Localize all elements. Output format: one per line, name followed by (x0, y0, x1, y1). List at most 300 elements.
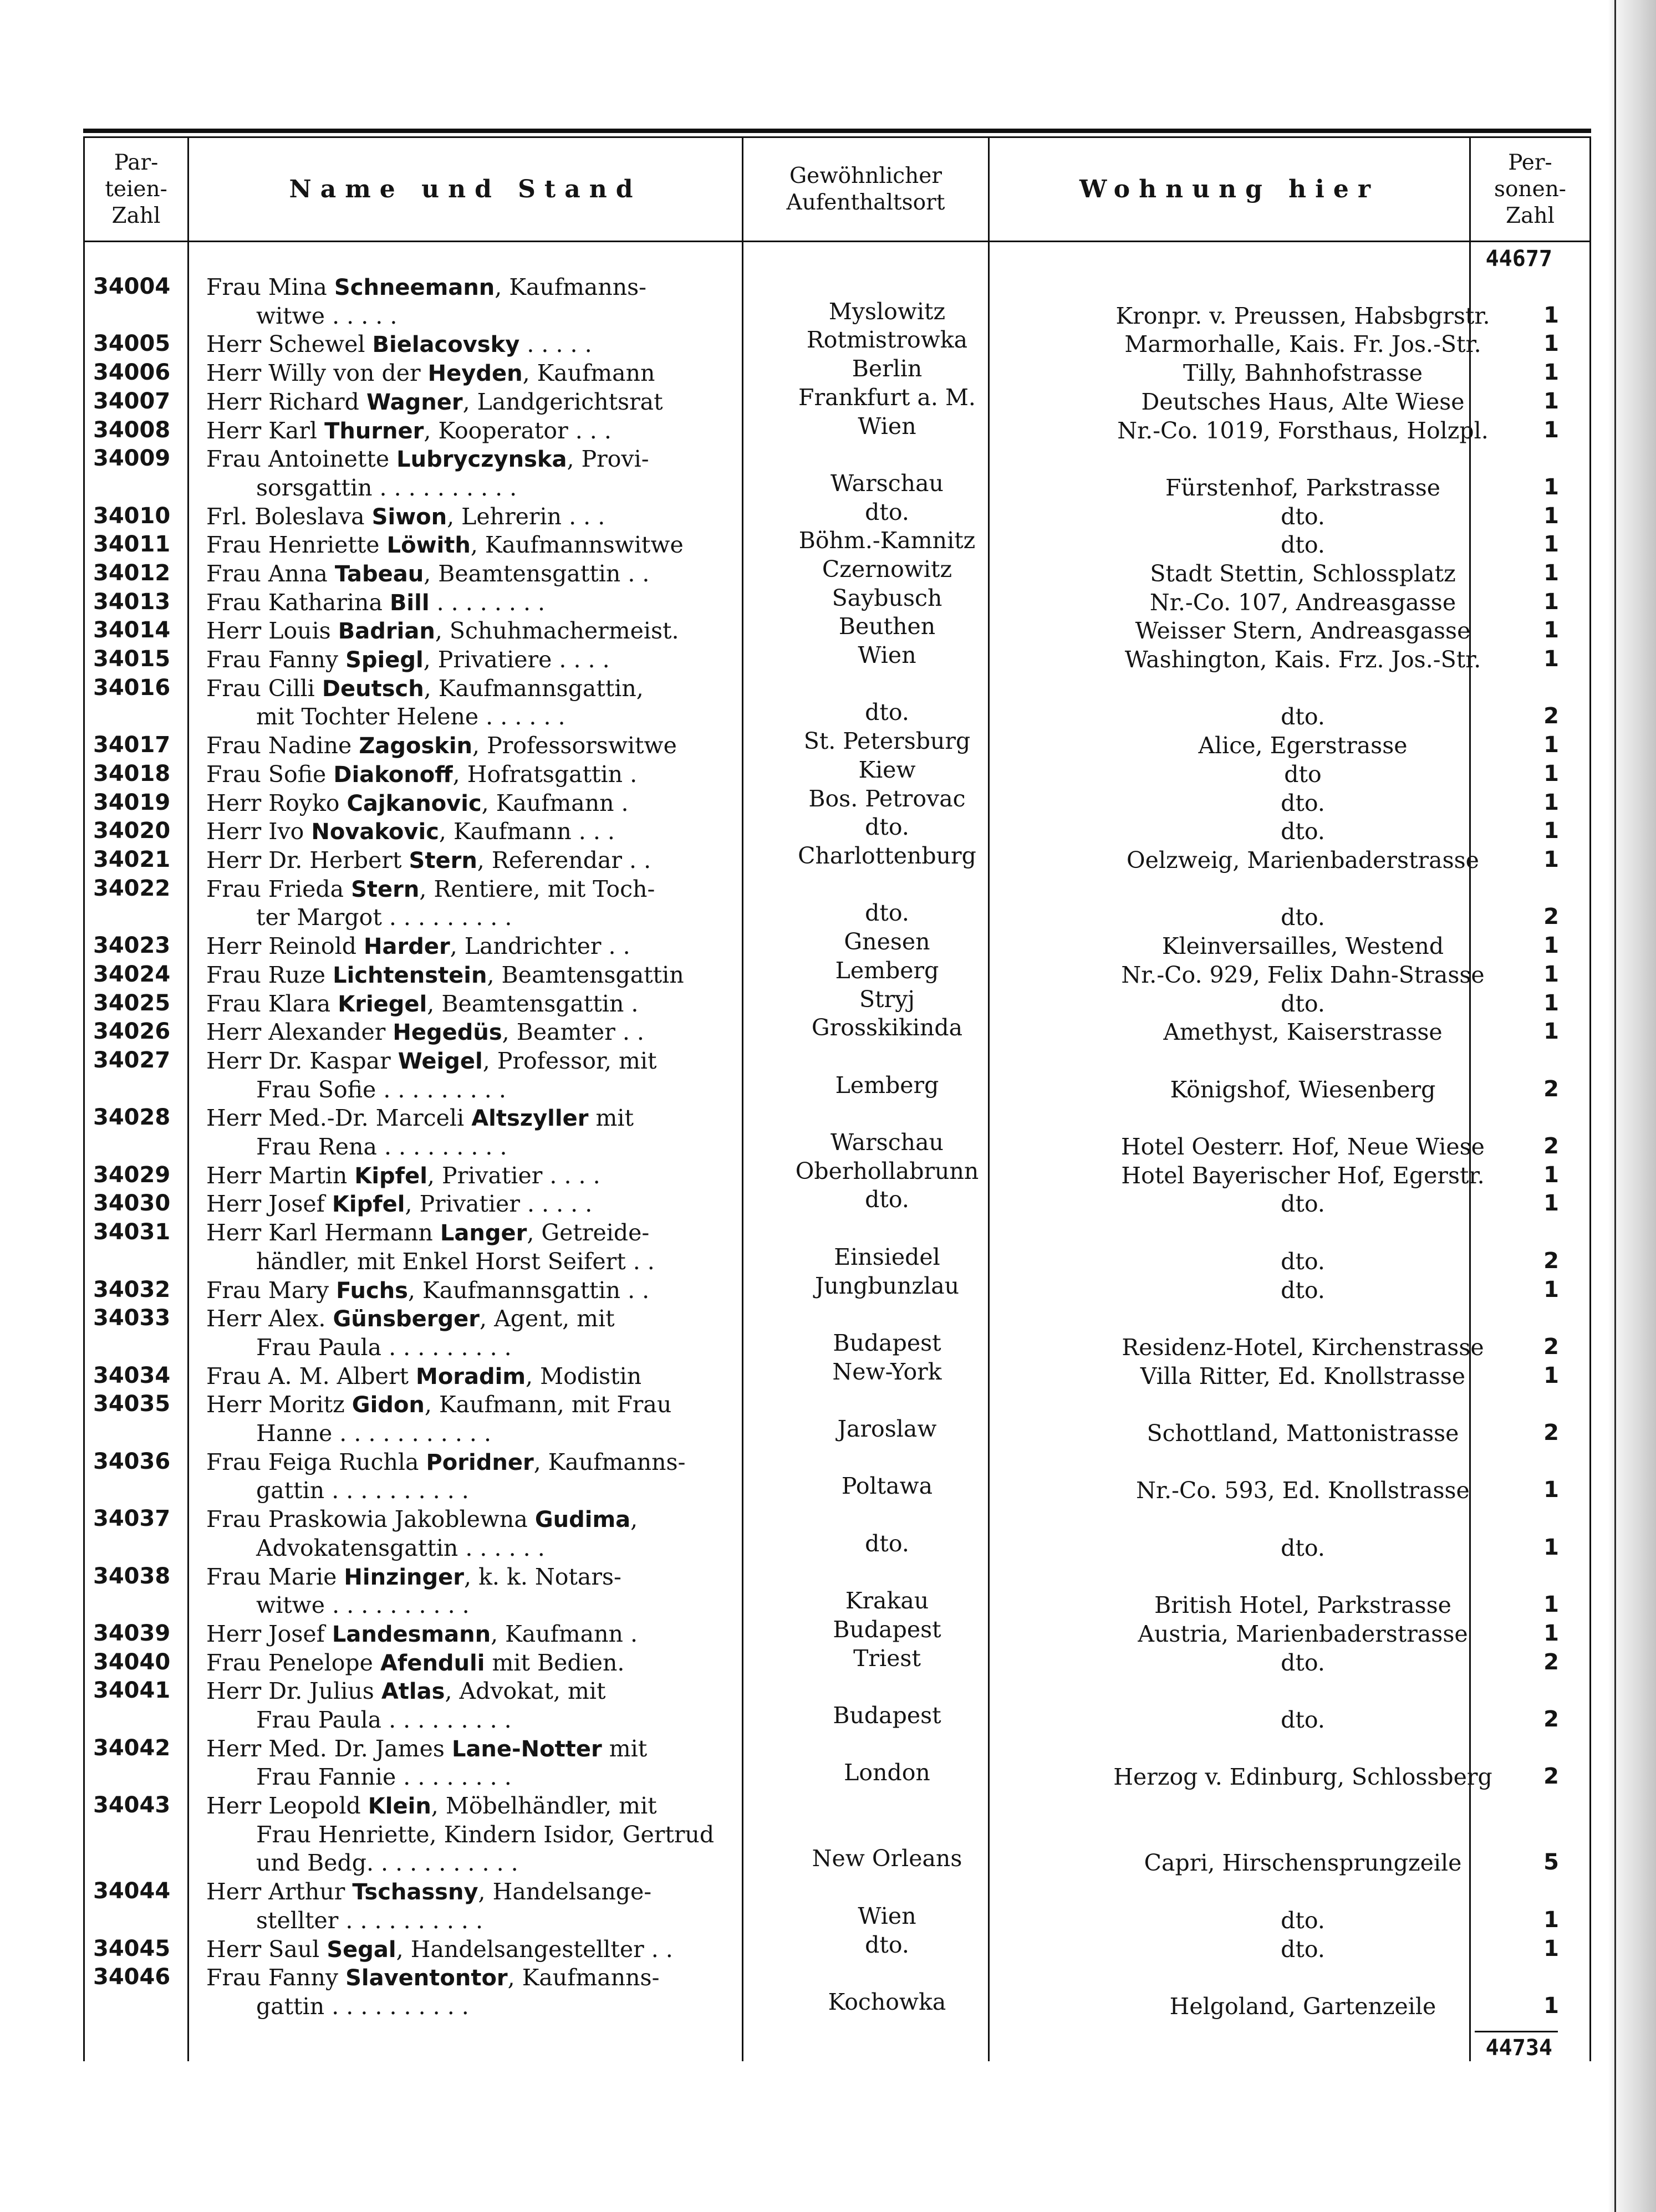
name-suffix: . . . . . . . . (429, 589, 546, 616)
home-city: Rotmistrowka (806, 326, 968, 354)
home-city: Stryj (859, 985, 915, 1013)
home-city: New Orleans (812, 1845, 962, 1872)
name-suffix: , Beamtensgattin . . (424, 560, 650, 587)
surname: Diakonoff (333, 762, 453, 788)
table-row (83, 675, 1591, 732)
local-address: dto. (1281, 703, 1325, 730)
local-address: dto. (1281, 503, 1325, 530)
person-count: 1 (1543, 1162, 1559, 1188)
table-row (83, 642, 1591, 675)
table-row (83, 1878, 1591, 1935)
home-city: dto. (865, 699, 909, 726)
party-number: 34004 (93, 274, 171, 299)
home-city: dto. (865, 814, 909, 841)
person-count: 2 (1543, 703, 1559, 729)
party-number: 34008 (93, 417, 171, 443)
table-row (83, 1305, 1591, 1362)
party-number: 34036 (93, 1448, 171, 1474)
local-address: British Hotel, Parkstrasse (1154, 1592, 1451, 1619)
surname: Heyden (427, 361, 523, 387)
surname: Stern (409, 848, 477, 873)
local-address: Nr.-Co. 107, Andreasgasse (1149, 589, 1456, 616)
local-address: Hotel Bayerischer Hof, Egerstr. (1121, 1162, 1485, 1189)
home-city: Poltawa (841, 1473, 933, 1500)
name-continuation: Frau Paula . . . . . . . . . (256, 1334, 512, 1361)
surname: Segal (327, 1937, 396, 1963)
home-city: Charlottenburg (798, 842, 976, 869)
local-address: dto. (1281, 1649, 1325, 1676)
header-name-und-stand: Name und Stand (289, 175, 642, 203)
sum-rule (1475, 2031, 1558, 2032)
name-prefix: Frau Cilli (206, 675, 315, 702)
name-prefix: Herr Josef (206, 1620, 325, 1647)
table-row (83, 1105, 1591, 1162)
surname: Klein (368, 1794, 431, 1820)
person-count: 1 (1543, 646, 1559, 672)
name-suffix: mit (602, 1735, 648, 1762)
table-row (83, 1735, 1591, 1792)
person-count: 1 (1543, 417, 1559, 443)
party-number: 34016 (93, 675, 171, 701)
name-prefix: Herr Karl Hermann (206, 1219, 433, 1247)
person-count: 1 (1543, 789, 1559, 815)
table-row (83, 1506, 1591, 1563)
surname: Zagoskin (359, 733, 473, 759)
name-line (206, 1564, 621, 1590)
name-prefix: Herr Saul (206, 1935, 320, 1963)
person-count: 1 (1543, 933, 1559, 959)
local-address: Fürstenhof, Parkstrasse (1165, 474, 1441, 501)
party-number: 34024 (93, 961, 171, 987)
name-continuation: Frau Sofie . . . . . . . . . (256, 1076, 506, 1103)
local-address: Marmorhalle, Kais. Fr. Jos.-Str. (1124, 331, 1481, 358)
person-count: 1 (1543, 1993, 1559, 2019)
name-suffix: , Lehrerin . . . (447, 503, 605, 530)
home-city: Kochowka (828, 1988, 946, 2015)
table-row (83, 1931, 1591, 1965)
party-number: 34035 (93, 1391, 171, 1417)
name-line (206, 360, 655, 386)
name-line (206, 1792, 657, 1819)
name-line (206, 962, 684, 988)
party-number: 34009 (93, 446, 171, 472)
name-line (206, 331, 592, 357)
name-prefix: Frau A. M. Albert (206, 1362, 409, 1389)
name-prefix: Herr Willy von der (206, 360, 421, 387)
home-city: Lemberg (835, 957, 939, 984)
table-row (83, 1644, 1591, 1678)
person-count: 1 (1543, 1362, 1559, 1388)
party-number: 34044 (93, 1878, 171, 1904)
person-count: 1 (1543, 474, 1559, 500)
local-address: Stadt Stettin, Schlossplatz (1150, 560, 1456, 587)
name-line (206, 818, 615, 845)
party-number: 34037 (93, 1506, 171, 1532)
party-number: 34010 (93, 503, 171, 529)
home-city: Wien (858, 1902, 916, 1929)
home-city: Myslowitz (828, 298, 946, 325)
name-suffix: , Privatier . . . . (427, 1162, 600, 1189)
person-count: 1 (1543, 1477, 1559, 1503)
name-line (206, 1191, 592, 1217)
surname: Harder (364, 934, 450, 960)
name-line (206, 1363, 641, 1389)
surname: Kipfel (354, 1163, 427, 1189)
name-line (206, 617, 679, 644)
table-row (83, 1358, 1591, 1392)
local-address: dto. (1281, 818, 1325, 845)
header-wohnung-hier: Wohnung hier (1079, 175, 1380, 203)
local-address: Weisser Stern, Andreasgasse (1135, 617, 1471, 645)
party-number: 34041 (93, 1678, 171, 1704)
name-prefix: Frau Praskowia Jakoblewna (206, 1506, 528, 1533)
home-city: Böhm.-Kamnitz (798, 527, 976, 554)
person-count: 1 (1543, 589, 1559, 615)
header-rule (83, 241, 1591, 242)
local-address: Nr.-Co. 929, Felix Dahn-Strasse (1121, 961, 1485, 988)
name-continuation: sorsgattin . . . . . . . . . . (256, 474, 517, 501)
home-city: Frankfurt a. M. (798, 384, 976, 411)
local-address: Austria, Marienbaderstrasse (1138, 1620, 1468, 1647)
name-continuation: Hanne . . . . . . . . . . . (256, 1419, 491, 1447)
name-prefix: Herr Royko (206, 789, 340, 816)
table-row (83, 1186, 1591, 1219)
person-count: 2 (1543, 1764, 1559, 1790)
name-prefix: Frau Antoinette (206, 446, 390, 473)
name-line (206, 1449, 685, 1475)
party-number: 34018 (93, 760, 171, 786)
surname: Hegedüs (393, 1020, 502, 1046)
surname: Langer (440, 1220, 527, 1247)
local-address: dto. (1281, 1907, 1325, 1934)
surname: Tabeau (334, 561, 424, 587)
person-count: 2 (1543, 1419, 1559, 1445)
party-number: 34031 (93, 1219, 171, 1245)
party-number: 34012 (93, 560, 171, 586)
home-city: Berlin (852, 355, 923, 382)
name-suffix: , Referendar . . (477, 847, 651, 873)
person-count: 2 (1543, 1133, 1559, 1159)
local-address: Nr.-Co. 593, Ed. Knollstrasse (1136, 1477, 1470, 1504)
table-row (83, 1219, 1591, 1276)
party-number: 34040 (93, 1649, 171, 1675)
party-number: 34021 (93, 847, 171, 872)
party-number: 34014 (93, 617, 171, 643)
party-number: 34032 (93, 1276, 171, 1302)
name-continuation: witwe . . . . . . . . . . (256, 1592, 470, 1619)
home-city: Wien (858, 412, 916, 440)
local-address: Schottland, Mattonistrasse (1147, 1419, 1459, 1447)
party-number: 34005 (93, 331, 171, 357)
home-city: Beuthen (838, 613, 936, 640)
surname: Atlas (381, 1679, 445, 1705)
name-line (206, 847, 651, 873)
name-prefix: Frau Mina (206, 274, 327, 300)
surname: Lubryczynska (396, 447, 567, 473)
name-prefix: Herr Dr. Herbert (206, 847, 402, 873)
name-line (206, 761, 637, 788)
name-line (206, 732, 677, 759)
home-city: Budapest (833, 1702, 941, 1729)
name-prefix: Herr Karl (206, 417, 318, 444)
surname: Kriegel (338, 991, 427, 1017)
name-prefix: Frau Penelope (206, 1649, 373, 1676)
person-count: 1 (1543, 1935, 1559, 1961)
name-suffix: , Schuhmachermeist. (435, 617, 679, 645)
name-prefix: Herr Louis (206, 617, 331, 645)
name-prefix: Frau Mary (206, 1276, 329, 1304)
home-city: Krakau (845, 1587, 929, 1615)
register-table (83, 129, 1591, 2065)
home-city: Budapest (833, 1329, 941, 1356)
person-count: 1 (1543, 532, 1559, 558)
name-suffix: , Kaufmann . . . (439, 818, 615, 845)
name-continuation: Frau Paula . . . . . . . . . (256, 1706, 512, 1733)
name-suffix: , Landgerichtsrat (462, 388, 663, 415)
surname: Deutsch (322, 676, 424, 702)
name-continuation: Frau Fannie . . . . . . . . (256, 1764, 512, 1791)
name-prefix: Frau Fanny (206, 1964, 339, 1991)
home-city: Wien (858, 642, 916, 669)
party-number: 34029 (93, 1162, 171, 1188)
name-prefix: Frau Frieda (206, 875, 344, 902)
person-count: 1 (1543, 760, 1559, 786)
name-line (206, 1048, 657, 1074)
party-number: 34019 (93, 789, 171, 815)
person-count: 2 (1543, 1706, 1559, 1732)
top-rule (83, 129, 1591, 133)
local-address: Amethyst, Kaiserstrasse (1163, 1019, 1443, 1046)
name-continuation: gattin . . . . . . . . . . (256, 1993, 469, 2020)
name-suffix: , Kaufmannsgattin . . (407, 1276, 650, 1304)
local-address: Kleinversailles, Westend (1161, 933, 1444, 960)
party-number: 34007 (93, 388, 171, 414)
home-city: London (844, 1759, 930, 1786)
name-suffix: , k. k. Notars- (464, 1563, 621, 1590)
surname: Wagner (366, 389, 463, 415)
surname: Gudima (534, 1507, 631, 1533)
surname: Spiegl (345, 647, 424, 673)
name-suffix: , Advokat, mit (445, 1678, 606, 1705)
table-row (83, 842, 1591, 876)
name-line (206, 1506, 638, 1532)
party-number: 34022 (93, 875, 171, 901)
surname: Bill (389, 590, 430, 616)
party-number: 34042 (93, 1735, 171, 1761)
table-row (83, 1964, 1591, 2021)
party-number: 34034 (93, 1362, 171, 1388)
home-city: dto. (865, 1931, 909, 1958)
surname: Slaventontor (345, 1965, 508, 1991)
surname: Löwith (386, 533, 471, 559)
party-number: 34011 (93, 532, 171, 558)
surname: Lane-Notter (451, 1736, 602, 1762)
top-rule-thin (83, 136, 1591, 138)
header-aufenthaltsort: Gewöhnlicher Aufenthaltsort (786, 164, 945, 215)
surname: Weigel (398, 1048, 483, 1074)
party-number: 34039 (93, 1620, 171, 1646)
local-address: dto. (1281, 1248, 1325, 1275)
local-address: dto. (1281, 1276, 1325, 1304)
person-count: 1 (1543, 818, 1559, 844)
surname: Altszyller (471, 1106, 589, 1132)
local-address: Nr.-Co. 1019, Forsthaus, Holzpl. (1117, 417, 1489, 444)
local-address: Deutsches Haus, Alte Wiese (1141, 388, 1465, 415)
name-prefix: Herr Martin (206, 1162, 348, 1189)
local-address: Villa Ritter, Ed. Knollstrasse (1140, 1362, 1466, 1389)
name-line (206, 790, 629, 816)
local-address: dto (1284, 760, 1322, 788)
party-number: 34033 (93, 1305, 171, 1331)
name-continuation: mit Tochter Helene . . . . . . (256, 703, 565, 730)
name-prefix: Frau Sofie (206, 760, 327, 788)
name-prefix: Frau Marie (206, 1563, 337, 1590)
home-city: Triest (853, 1644, 921, 1672)
name-line (206, 1019, 644, 1045)
name-prefix: Herr Leopold (206, 1792, 361, 1820)
name-prefix: Herr Schewel (206, 331, 365, 358)
local-address: Residenz-Hotel, Kirchenstrasse (1122, 1334, 1484, 1361)
surname: Gidon (351, 1392, 425, 1418)
home-city: dto. (865, 1530, 909, 1557)
header-parteien-zahl: Par- teien- Zahl (105, 150, 167, 228)
person-count: 2 (1543, 904, 1559, 930)
name-prefix: Herr Reinold (206, 933, 356, 960)
name-line (206, 389, 663, 415)
name-line (206, 675, 644, 702)
name-suffix: , Kaufmann . (491, 1620, 638, 1647)
local-address: Capri, Hirschensprungzeile (1144, 1850, 1462, 1877)
name-suffix: , Kaufmanns- (495, 274, 647, 300)
name-prefix: Herr Josef (206, 1191, 325, 1218)
home-city: Oberhollabrunn (795, 1157, 979, 1184)
local-address: dto. (1281, 1706, 1325, 1733)
local-address: Kronpr. v. Preussen, Habsbgrstr. (1115, 302, 1490, 329)
home-city: Kiew (858, 756, 916, 783)
local-address: dto. (1281, 1191, 1325, 1218)
party-number: 34006 (93, 360, 171, 386)
surname: Landesmann (332, 1621, 491, 1647)
home-city: Jungbunzlau (814, 1272, 960, 1299)
name-line (206, 503, 605, 530)
table-row (83, 876, 1591, 933)
name-prefix: Frl. Boleslava (206, 503, 365, 530)
name-suffix: , Kooperator . . . (424, 417, 612, 444)
table-row (83, 274, 1591, 331)
surname: Fuchs (336, 1278, 408, 1304)
person-count: 1 (1543, 1019, 1559, 1045)
surname: Badrian (338, 619, 435, 645)
name-suffix: , Handelsangestellter . . (396, 1935, 673, 1963)
name-suffix: , Privatiere . . . . (423, 646, 610, 673)
home-city: Warschau (830, 469, 944, 497)
name-prefix: Herr Dr. Kaspar (206, 1047, 391, 1074)
person-count: 2 (1543, 1334, 1559, 1360)
person-count: 2 (1543, 1248, 1559, 1274)
name-prefix: Frau Fanny (206, 646, 339, 673)
name-continuation: ter Margot . . . . . . . . . (256, 904, 512, 931)
name-prefix: Herr Ivo (206, 818, 304, 845)
name-suffix: , Hofratsgattin . (452, 760, 638, 788)
name-prefix: Herr Arthur (206, 1878, 345, 1906)
name-suffix: , Professorswitwe (472, 732, 677, 759)
name-suffix: , Landrichter . . (450, 933, 630, 960)
name-prefix: Frau Anna (206, 560, 328, 587)
home-city: St. Petersburg (803, 728, 971, 755)
name-line (206, 1878, 651, 1905)
party-number: 34017 (93, 732, 171, 758)
name-suffix: , Handelsange- (478, 1878, 652, 1906)
name-suffix: , Getreide- (527, 1219, 650, 1247)
person-count: 1 (1543, 1907, 1559, 1933)
person-count: 1 (1543, 1620, 1559, 1646)
person-count: 1 (1543, 360, 1559, 386)
local-address: dto. (1281, 990, 1325, 1017)
party-number: 34045 (93, 1935, 171, 1961)
name-suffix: . . . . . (519, 331, 592, 358)
name-suffix: , Kaufmanns- (533, 1448, 686, 1475)
person-count: 5 (1543, 1850, 1559, 1876)
name-line (206, 1964, 659, 1991)
name-continuation: stellter . . . . . . . . . . (256, 1907, 483, 1934)
name-suffix: , Kaufmann (522, 360, 655, 387)
name-line (206, 1649, 624, 1676)
table-row (83, 1048, 1591, 1105)
name-line (206, 1735, 647, 1762)
name-continuation: Advokatensgattin . . . . . . (256, 1534, 545, 1561)
name-suffix: , Kaufmann, mit Frau (424, 1391, 672, 1418)
surname: Schneemann (334, 275, 495, 300)
name-line (206, 876, 655, 902)
home-city: dto. (865, 498, 909, 525)
name-line (206, 1162, 600, 1189)
surname: Cajkanovic (347, 790, 482, 816)
name-prefix: Herr Med. Dr. James (206, 1735, 445, 1762)
name-line (206, 417, 612, 444)
name-prefix: Frau Feiga Ruchla (206, 1448, 419, 1475)
name-suffix: , Provi- (567, 446, 649, 473)
local-address: dto. (1281, 1935, 1325, 1963)
name-suffix: , Beamter . . (502, 1019, 644, 1046)
name-suffix: , Möbelhändler, mit (431, 1792, 657, 1820)
party-number: 34027 (93, 1047, 171, 1073)
home-city: Lemberg (835, 1071, 939, 1099)
local-address: Tilly, Bahnhofstrasse (1183, 360, 1423, 387)
table-row (83, 1792, 1591, 1878)
name-line (206, 1305, 615, 1332)
table-row (83, 446, 1591, 503)
surname: Siwon (371, 504, 447, 530)
local-address: Herzog v. Edinburg, Schlossberg (1113, 1764, 1492, 1791)
name-suffix: , Agent, mit (480, 1305, 615, 1332)
surname: Günsberger (333, 1306, 480, 1332)
local-address: dto. (1281, 904, 1325, 931)
person-count: 1 (1543, 961, 1559, 987)
name-prefix: Frau Katharina (206, 589, 383, 616)
name-line (206, 646, 610, 673)
name-suffix: , Beamtensgattin (487, 961, 684, 988)
party-number: 34023 (93, 933, 171, 959)
person-count: 2 (1543, 1076, 1559, 1102)
person-count: 1 (1543, 990, 1559, 1016)
name-prefix: Frau Nadine (206, 732, 352, 759)
home-city: Bos. Petrovac (808, 785, 966, 812)
local-address: dto. (1281, 1534, 1325, 1561)
name-suffix: , Kaufmannswitwe (470, 532, 684, 559)
party-number: 34013 (93, 589, 171, 615)
party-number: 34028 (93, 1105, 171, 1131)
surname: Stern (351, 876, 420, 902)
